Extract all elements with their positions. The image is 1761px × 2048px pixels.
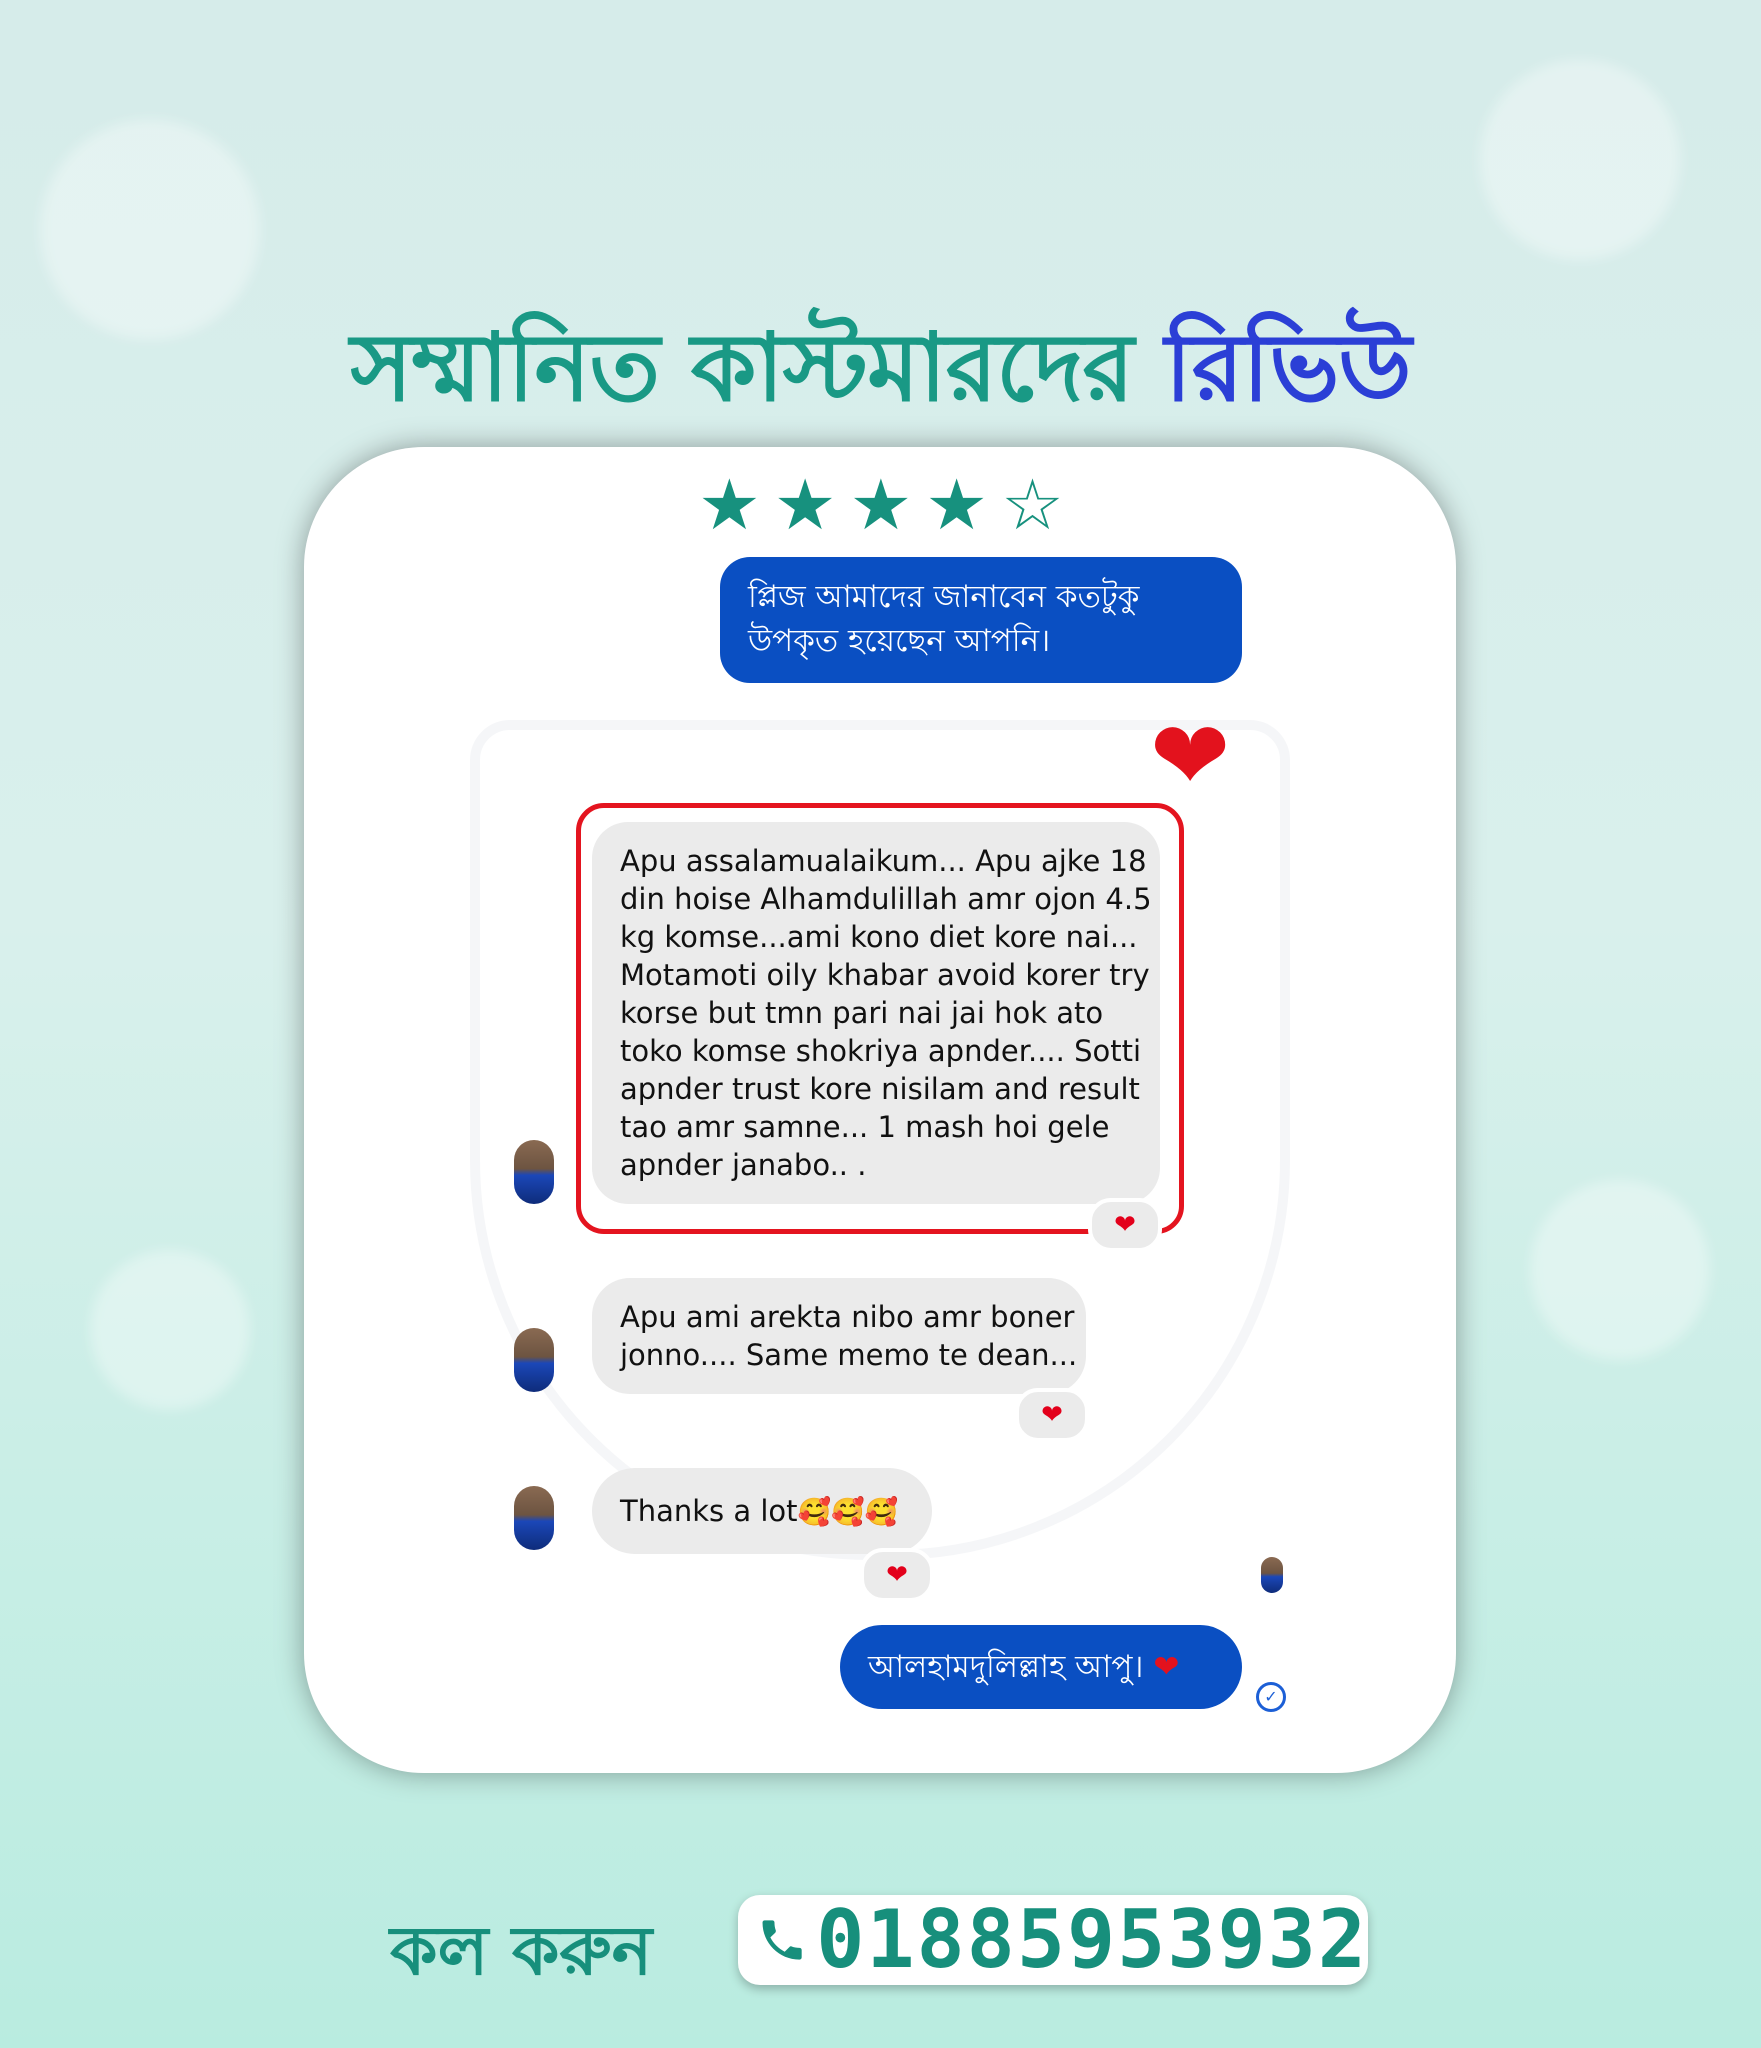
message-line: Apu assalamualaikum... Apu ajke 18 (620, 844, 1147, 878)
phone-number-box[interactable] (738, 1895, 1368, 1985)
title-accent: রিভিউ (1164, 314, 1411, 423)
star-rating (698, 464, 1064, 546)
message-line: jonno.... Same memo te dean... (620, 1338, 1078, 1372)
call-label: কল করুন (390, 1912, 653, 1991)
message-line: apnder janabo.. . (620, 1148, 867, 1182)
read-receipt-avatar (1261, 1557, 1283, 1593)
phone-icon (756, 1909, 808, 1971)
heart-sticker-icon: ❤ (1150, 700, 1231, 812)
title-main: সম্মানিত কাস্টমারদের (350, 314, 1134, 423)
sent-check-icon: ✓ (1256, 1682, 1286, 1712)
message-line: kg komse...ami kono diet kore nai... (620, 920, 1138, 954)
avatar (514, 1486, 554, 1550)
star-icon: ★ (773, 464, 837, 546)
message-line: toko komse shokriya apnder.... Sotti (620, 1034, 1142, 1068)
bokeh-decoration (1530, 1180, 1710, 1360)
message-line: din hoise Alhamdulillah amr ojon 4.5 (620, 882, 1152, 916)
phone-number[interactable]: 01885953932 (816, 1893, 1368, 1986)
star-icon: ★ (925, 464, 989, 546)
bokeh-decoration (1480, 60, 1680, 260)
message-line: tao amr samne... 1 mash hoi gele (620, 1110, 1110, 1144)
star-outline-icon: ☆ (1001, 464, 1064, 546)
heart-emoji: ❤ (1153, 1649, 1180, 1685)
message-bubble (592, 1468, 932, 1554)
highlight-frame (576, 803, 1184, 1234)
avatar (514, 1140, 554, 1204)
heart-reaction-icon: ❤ (860, 1548, 934, 1602)
page-title (0, 295, 1761, 452)
message-text: Thanks a lot (620, 1494, 798, 1528)
reply-bubble (840, 1625, 1242, 1709)
star-icon: ★ (698, 464, 761, 546)
avatar (514, 1328, 554, 1392)
message-bubble (592, 1278, 1086, 1394)
smiling-hearts-emoji: 🥰🥰🥰 (797, 1497, 899, 1528)
question-line: উপকৃত হয়েছেন আপনি। (748, 623, 1051, 659)
question-line: প্লিজ আমাদের জানাবেন কতটুকু (748, 579, 1140, 615)
star-icon: ★ (849, 464, 913, 546)
reply-text: আলহামদুলিল্লাহ আপু। (868, 1649, 1144, 1685)
message-line: korse but tmn pari nai jai hok ato (620, 996, 1104, 1030)
heart-reaction-icon: ❤ (1088, 1198, 1162, 1252)
heart-reaction-icon: ❤ (1015, 1388, 1089, 1442)
bokeh-decoration (90, 1250, 250, 1410)
question-bubble (720, 557, 1242, 683)
message-line: apnder trust kore nisilam and result (620, 1072, 1140, 1106)
message-line: Apu ami arekta nibo amr boner (620, 1300, 1075, 1334)
message-line: Motamoti oily khabar avoid korer try (620, 958, 1150, 992)
